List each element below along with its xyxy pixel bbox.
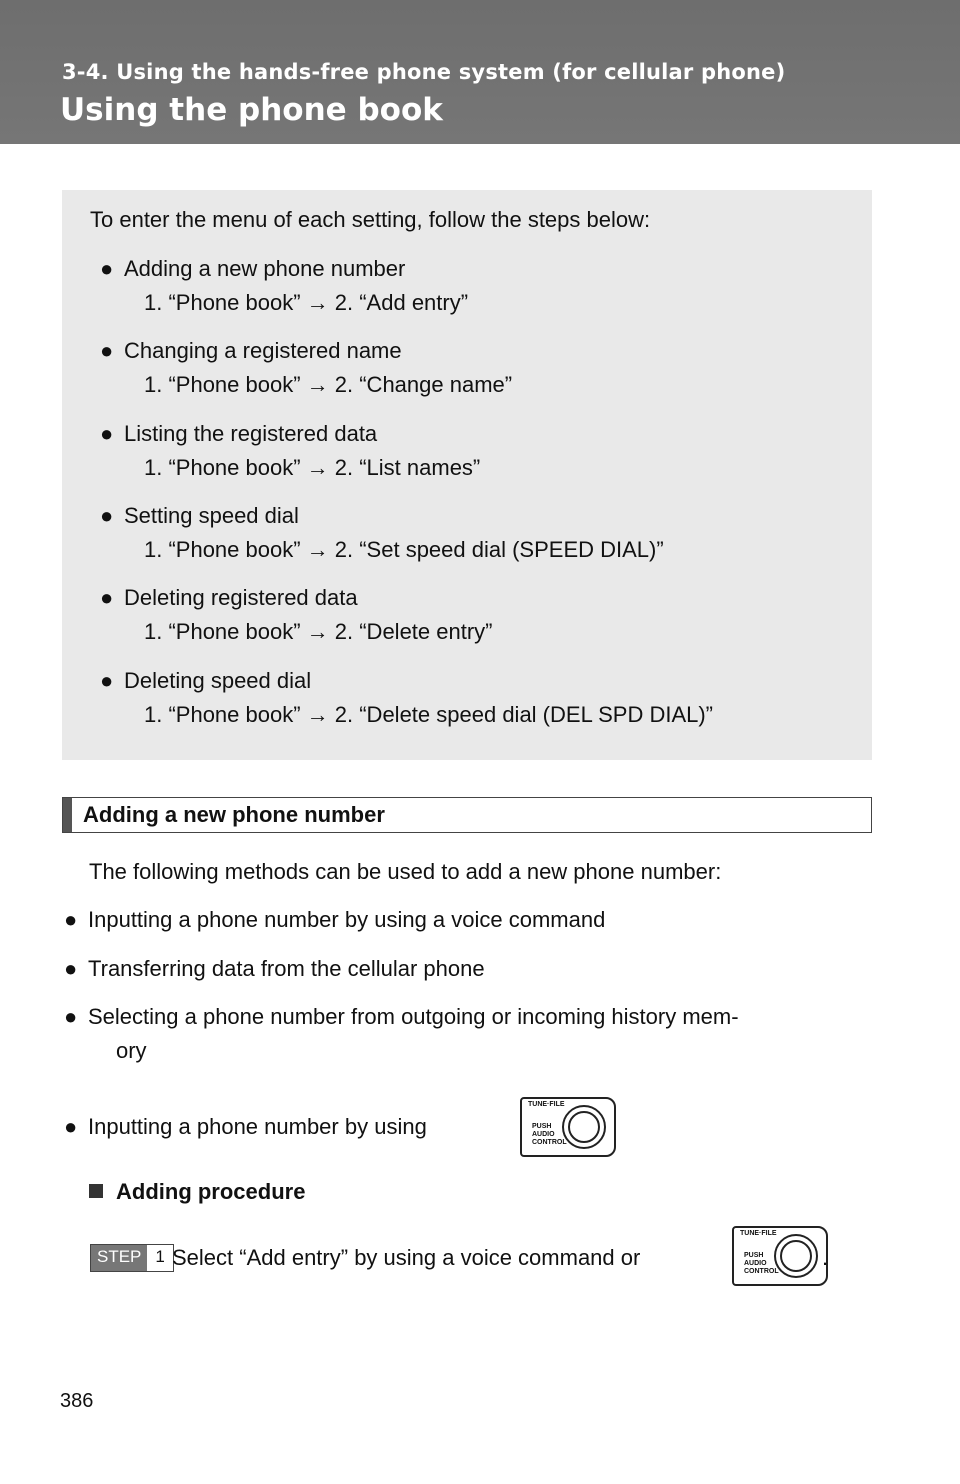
section-heading: Adding a new phone number — [83, 802, 385, 827]
step-label: STEP — [91, 1245, 147, 1271]
menu-item-title: Adding a new phone number — [124, 256, 406, 281]
menu-item — [100, 581, 493, 649]
menu-item-steps: 1. “Phone book” → 2. “Delete entry” — [144, 619, 493, 644]
menu-item — [100, 252, 468, 320]
knob-bottom-label: PUSH AUDIO CONTROL — [532, 1123, 567, 1146]
knob-bottom-label: PUSH AUDIO CONTROL — [744, 1252, 779, 1275]
menu-item-steps: 1. “Phone book” → 2. “Change name” — [144, 372, 513, 397]
page-header — [0, 0, 960, 144]
menu-item-title: Listing the registered data — [124, 421, 378, 446]
bullet-icon — [64, 1110, 74, 1144]
knob-top-label: TUNE·FILE — [528, 1101, 565, 1108]
step-badge — [90, 1244, 174, 1272]
menu-item-steps: 1. “Phone book” → 2. “Add entry” — [144, 290, 469, 315]
method-item — [64, 1110, 427, 1144]
bullet-icon — [64, 903, 74, 937]
menu-item-steps: 1. “Phone book” → 2. “Set speed dial (SPEED DIAL)” — [144, 537, 664, 562]
step-number: 1 — [147, 1245, 172, 1271]
section-heading-bar — [62, 797, 872, 833]
square-bullet-icon — [89, 1184, 103, 1198]
bullet-icon — [100, 664, 110, 698]
heading-accent — [63, 798, 72, 832]
page-title: Using the phone book — [60, 92, 443, 128]
menu-item-title: Setting speed dial — [124, 503, 299, 528]
bullet-icon — [100, 252, 110, 286]
method-text: Selecting a phone number from outgoing or incoming history mem- — [88, 1004, 739, 1029]
method-item — [64, 952, 485, 986]
bullet-icon — [64, 1000, 74, 1034]
menu-item-title: Deleting registered data — [124, 585, 358, 610]
menu-item-title: Changing a registered name — [124, 338, 402, 363]
menu-item-steps: 1. “Phone book” → 2. “List names” — [144, 455, 481, 480]
method-item — [64, 903, 605, 937]
tune-file-knob-icon — [732, 1226, 828, 1286]
knob-inner-ring — [780, 1240, 812, 1272]
method-text-continued: ory — [116, 1038, 147, 1063]
page-number: 386 — [60, 1390, 94, 1412]
menu-item — [100, 664, 713, 732]
menu-intro: To enter the menu of each setting, follow the steps below: — [90, 207, 651, 232]
method-text: Inputting a phone number by using — [88, 1114, 427, 1139]
bullet-icon — [100, 499, 110, 533]
method-text: Inputting a phone number by using a voice command — [88, 907, 606, 932]
bullet-icon — [100, 417, 110, 451]
menu-summary-box — [62, 190, 872, 760]
menu-item — [100, 499, 664, 567]
knob-inner-ring — [568, 1111, 600, 1143]
bullet-icon — [64, 952, 74, 986]
step-end: . — [822, 1245, 829, 1270]
menu-item — [100, 417, 480, 485]
menu-item-title: Deleting speed dial — [124, 668, 312, 693]
section-intro: The following methods can be used to add a new phone number: — [89, 859, 722, 884]
knob-top-label: TUNE·FILE — [740, 1230, 777, 1237]
bullet-icon — [100, 581, 110, 615]
step-text: Select “Add entry” by using a voice command or — [172, 1245, 641, 1270]
subheading: Adding procedure — [116, 1179, 306, 1204]
section-title: 3-4. Using the hands-free phone system (for cellular phone) — [62, 60, 786, 84]
method-item — [64, 1000, 739, 1034]
menu-item — [100, 334, 512, 402]
tune-file-knob-icon — [520, 1097, 616, 1157]
menu-item-steps: 1. “Phone book” → 2. “Delete speed dial (DEL SPD DIAL)” — [144, 702, 714, 727]
bullet-icon — [100, 334, 110, 368]
method-text: Transferring data from the cellular phone — [88, 956, 485, 981]
